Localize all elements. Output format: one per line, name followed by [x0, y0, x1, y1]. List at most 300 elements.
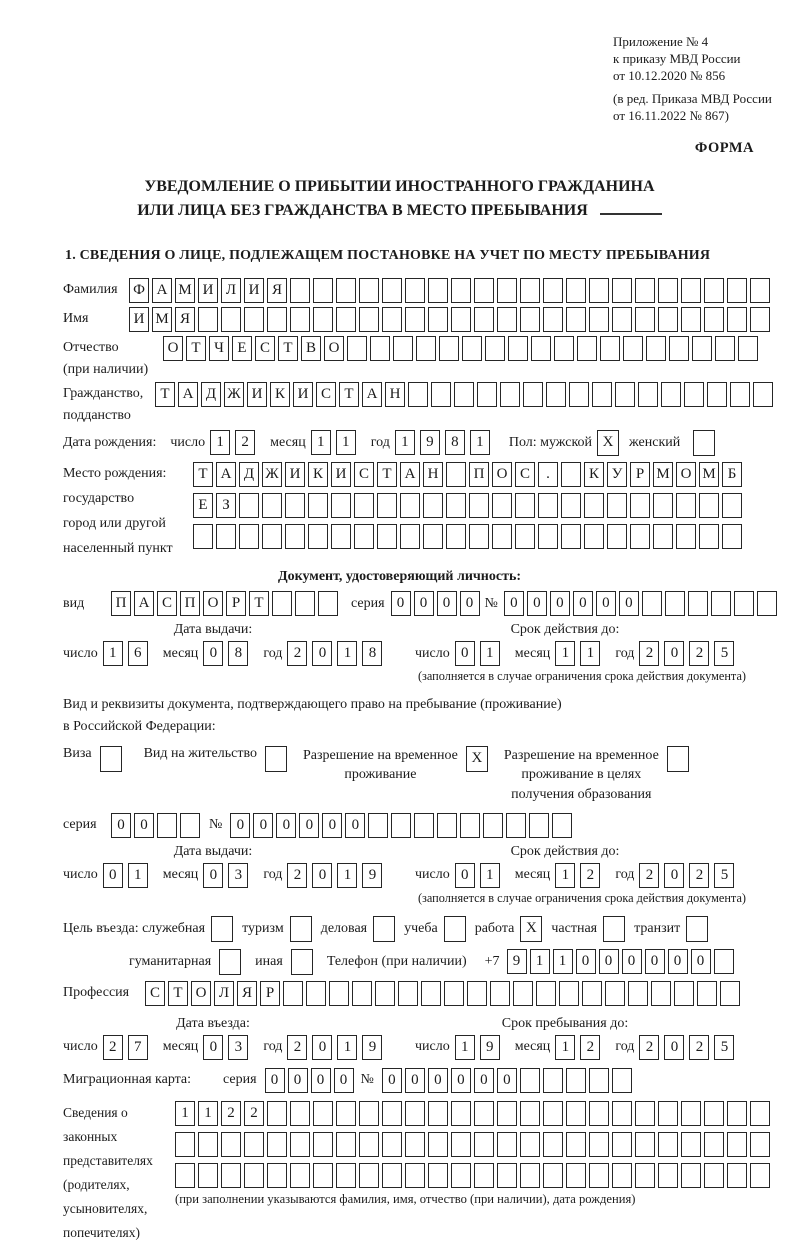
char-cell[interactable]: Т — [168, 981, 188, 1006]
char-cell[interactable] — [692, 336, 712, 361]
char-cell[interactable] — [635, 307, 655, 332]
char-cell[interactable]: С — [354, 462, 374, 487]
legal-reps-row2-cells[interactable] — [175, 1132, 796, 1157]
char-cell[interactable] — [446, 462, 466, 487]
char-cell[interactable]: 9 — [480, 1035, 500, 1060]
char-cell[interactable] — [589, 1132, 609, 1157]
char-cell[interactable]: 2 — [639, 641, 659, 666]
char-cell[interactable]: 1 — [336, 430, 356, 455]
char-cell[interactable]: У — [607, 462, 627, 487]
char-cell[interactable] — [592, 382, 612, 407]
char-cell[interactable] — [543, 1132, 563, 1157]
char-cell[interactable] — [566, 1101, 586, 1126]
char-cell[interactable] — [543, 1068, 563, 1093]
char-cell[interactable] — [513, 981, 533, 1006]
char-cell[interactable]: 1 — [470, 430, 490, 455]
char-cell[interactable] — [393, 336, 413, 361]
char-cell[interactable]: 0 — [619, 591, 639, 616]
char-cell[interactable]: Т — [186, 336, 206, 361]
stay-number-cells[interactable] — [230, 813, 575, 838]
char-cell[interactable] — [313, 307, 333, 332]
char-cell[interactable]: 0 — [460, 591, 480, 616]
char-cell[interactable] — [605, 981, 625, 1006]
legal-reps-row1-cells[interactable] — [175, 1101, 796, 1126]
char-cell[interactable]: 1 — [480, 863, 500, 888]
char-cell[interactable] — [750, 278, 770, 303]
char-cell[interactable]: 0 — [322, 813, 342, 838]
purpose-humanitarian-checkbox[interactable] — [219, 949, 241, 975]
char-cell[interactable] — [589, 1163, 609, 1188]
sex-male-checkbox[interactable]: X — [597, 430, 619, 456]
char-cell[interactable]: З — [216, 493, 236, 518]
char-cell[interactable] — [290, 278, 310, 303]
char-cell[interactable] — [451, 307, 471, 332]
purpose-tourism-checkbox[interactable] — [290, 916, 312, 942]
char-cell[interactable]: 0 — [504, 591, 524, 616]
char-cell[interactable] — [306, 981, 326, 1006]
char-cell[interactable] — [408, 382, 428, 407]
char-cell[interactable]: 2 — [221, 1101, 241, 1126]
char-cell[interactable] — [612, 307, 632, 332]
id-issue-day-cells[interactable] — [103, 641, 153, 666]
char-cell[interactable] — [612, 278, 632, 303]
char-cell[interactable] — [497, 307, 517, 332]
char-cell[interactable] — [543, 1163, 563, 1188]
char-cell[interactable] — [546, 382, 566, 407]
char-cell[interactable]: 9 — [362, 863, 382, 888]
char-cell[interactable]: А — [152, 278, 172, 303]
char-cell[interactable] — [589, 307, 609, 332]
char-cell[interactable] — [727, 1132, 747, 1157]
char-cell[interactable] — [584, 524, 604, 549]
char-cell[interactable]: Ч — [209, 336, 229, 361]
char-cell[interactable] — [198, 1132, 218, 1157]
id-issue-month-cells[interactable] — [203, 641, 253, 666]
char-cell[interactable] — [715, 336, 735, 361]
char-cell[interactable] — [347, 336, 367, 361]
char-cell[interactable] — [707, 382, 727, 407]
char-cell[interactable]: 1 — [530, 949, 550, 974]
char-cell[interactable] — [589, 1068, 609, 1093]
char-cell[interactable] — [485, 336, 505, 361]
char-cell[interactable] — [198, 307, 218, 332]
char-cell[interactable] — [750, 1163, 770, 1188]
birth-place-row2-cells[interactable] — [193, 493, 796, 518]
char-cell[interactable]: 2 — [689, 1035, 709, 1060]
char-cell[interactable]: 0 — [312, 641, 332, 666]
char-cell[interactable]: 0 — [691, 949, 711, 974]
char-cell[interactable] — [658, 1163, 678, 1188]
char-cell[interactable]: 8 — [228, 641, 248, 666]
char-cell[interactable] — [405, 278, 425, 303]
char-cell[interactable] — [523, 382, 543, 407]
char-cell[interactable]: 0 — [474, 1068, 494, 1093]
char-cell[interactable]: Е — [232, 336, 252, 361]
char-cell[interactable] — [515, 524, 535, 549]
char-cell[interactable] — [428, 307, 448, 332]
char-cell[interactable]: Т — [249, 591, 269, 616]
char-cell[interactable] — [428, 1101, 448, 1126]
char-cell[interactable]: 0 — [103, 863, 123, 888]
char-cell[interactable] — [531, 336, 551, 361]
char-cell[interactable]: П — [111, 591, 131, 616]
char-cell[interactable] — [313, 1132, 333, 1157]
char-cell[interactable]: 0 — [312, 1035, 332, 1060]
char-cell[interactable] — [681, 307, 701, 332]
char-cell[interactable]: Т — [377, 462, 397, 487]
char-cell[interactable] — [727, 1163, 747, 1188]
char-cell[interactable] — [658, 1101, 678, 1126]
char-cell[interactable] — [239, 524, 259, 549]
char-cell[interactable]: И — [198, 278, 218, 303]
char-cell[interactable] — [520, 1068, 540, 1093]
phone-cells[interactable] — [507, 949, 737, 974]
char-cell[interactable]: 1 — [555, 641, 575, 666]
char-cell[interactable] — [431, 382, 451, 407]
char-cell[interactable] — [661, 382, 681, 407]
char-cell[interactable]: 1 — [580, 641, 600, 666]
char-cell[interactable] — [262, 524, 282, 549]
char-cell[interactable] — [538, 493, 558, 518]
char-cell[interactable]: 9 — [362, 1035, 382, 1060]
char-cell[interactable] — [377, 493, 397, 518]
char-cell[interactable]: 0 — [437, 591, 457, 616]
char-cell[interactable] — [267, 1163, 287, 1188]
char-cell[interactable]: А — [400, 462, 420, 487]
char-cell[interactable] — [359, 1132, 379, 1157]
char-cell[interactable] — [658, 278, 678, 303]
char-cell[interactable]: 2 — [689, 863, 709, 888]
char-cell[interactable]: С — [145, 981, 165, 1006]
char-cell[interactable]: 0 — [645, 949, 665, 974]
char-cell[interactable] — [175, 1163, 195, 1188]
char-cell[interactable]: К — [270, 382, 290, 407]
entry-year-cells[interactable] — [287, 1035, 387, 1060]
char-cell[interactable]: С — [515, 462, 535, 487]
char-cell[interactable] — [474, 1132, 494, 1157]
char-cell[interactable] — [543, 1101, 563, 1126]
char-cell[interactable] — [308, 493, 328, 518]
char-cell[interactable] — [635, 1132, 655, 1157]
char-cell[interactable] — [582, 981, 602, 1006]
char-cell[interactable]: И — [285, 462, 305, 487]
char-cell[interactable]: 0 — [299, 813, 319, 838]
char-cell[interactable]: С — [157, 591, 177, 616]
char-cell[interactable]: 0 — [288, 1068, 308, 1093]
char-cell[interactable] — [704, 278, 724, 303]
char-cell[interactable] — [704, 1163, 724, 1188]
stay-issue-month-cells[interactable] — [203, 863, 253, 888]
char-cell[interactable] — [559, 981, 579, 1006]
char-cell[interactable] — [681, 1132, 701, 1157]
char-cell[interactable]: 1 — [103, 641, 123, 666]
stay-issue-day-cells[interactable] — [103, 863, 153, 888]
migration-series-cells[interactable] — [265, 1068, 357, 1093]
char-cell[interactable] — [451, 1101, 471, 1126]
char-cell[interactable] — [359, 307, 379, 332]
char-cell[interactable] — [681, 1101, 701, 1126]
char-cell[interactable]: Т — [278, 336, 298, 361]
char-cell[interactable]: И — [247, 382, 267, 407]
char-cell[interactable]: 0 — [334, 1068, 354, 1093]
char-cell[interactable]: 6 — [128, 641, 148, 666]
char-cell[interactable] — [674, 981, 694, 1006]
char-cell[interactable]: 0 — [253, 813, 273, 838]
char-cell[interactable] — [681, 278, 701, 303]
char-cell[interactable]: 0 — [622, 949, 642, 974]
char-cell[interactable] — [336, 1101, 356, 1126]
char-cell[interactable] — [474, 307, 494, 332]
char-cell[interactable]: М — [699, 462, 719, 487]
id-issue-year-cells[interactable] — [287, 641, 387, 666]
char-cell[interactable]: О — [191, 981, 211, 1006]
char-cell[interactable] — [566, 1163, 586, 1188]
char-cell[interactable] — [699, 493, 719, 518]
char-cell[interactable] — [336, 1132, 356, 1157]
char-cell[interactable]: Н — [385, 382, 405, 407]
char-cell[interactable] — [318, 591, 338, 616]
char-cell[interactable] — [198, 1163, 218, 1188]
char-cell[interactable] — [704, 307, 724, 332]
char-cell[interactable]: 0 — [573, 591, 593, 616]
char-cell[interactable] — [497, 278, 517, 303]
char-cell[interactable] — [382, 1132, 402, 1157]
purpose-transit-checkbox[interactable] — [686, 916, 708, 942]
char-cell[interactable] — [607, 493, 627, 518]
char-cell[interactable] — [612, 1163, 632, 1188]
char-cell[interactable] — [681, 1163, 701, 1188]
citizenship-cells[interactable] — [155, 382, 776, 407]
char-cell[interactable] — [354, 524, 374, 549]
char-cell[interactable]: 1 — [337, 863, 357, 888]
char-cell[interactable]: Р — [630, 462, 650, 487]
char-cell[interactable]: 0 — [527, 591, 547, 616]
char-cell[interactable] — [500, 382, 520, 407]
stay-valid-month-cells[interactable] — [555, 863, 605, 888]
char-cell[interactable]: 1 — [198, 1101, 218, 1126]
given-name-cells[interactable] — [129, 307, 773, 332]
char-cell[interactable]: 1 — [553, 949, 573, 974]
char-cell[interactable]: О — [324, 336, 344, 361]
char-cell[interactable]: 3 — [228, 1035, 248, 1060]
char-cell[interactable]: О — [492, 462, 512, 487]
char-cell[interactable]: О — [203, 591, 223, 616]
id-valid-day-cells[interactable] — [455, 641, 505, 666]
char-cell[interactable] — [630, 493, 650, 518]
char-cell[interactable]: А — [178, 382, 198, 407]
char-cell[interactable] — [520, 1163, 540, 1188]
char-cell[interactable]: 2 — [580, 863, 600, 888]
char-cell[interactable] — [688, 591, 708, 616]
char-cell[interactable]: 1 — [480, 641, 500, 666]
char-cell[interactable] — [612, 1132, 632, 1157]
char-cell[interactable] — [382, 1163, 402, 1188]
char-cell[interactable]: П — [180, 591, 200, 616]
char-cell[interactable]: 0 — [664, 1035, 684, 1060]
purpose-private-checkbox[interactable] — [603, 916, 625, 942]
char-cell[interactable] — [612, 1101, 632, 1126]
char-cell[interactable] — [221, 1132, 241, 1157]
purpose-official-checkbox[interactable] — [211, 916, 233, 942]
char-cell[interactable] — [589, 278, 609, 303]
char-cell[interactable]: 0 — [664, 641, 684, 666]
char-cell[interactable]: 0 — [203, 641, 223, 666]
temp-residence-edu-checkbox[interactable] — [667, 746, 689, 772]
entry-day-cells[interactable] — [103, 1035, 153, 1060]
char-cell[interactable] — [658, 1132, 678, 1157]
char-cell[interactable]: 1 — [210, 430, 230, 455]
char-cell[interactable] — [439, 336, 459, 361]
char-cell[interactable] — [722, 524, 742, 549]
temp-residence-checkbox[interactable]: X — [466, 746, 488, 772]
char-cell[interactable]: Б — [722, 462, 742, 487]
char-cell[interactable]: 0 — [455, 863, 475, 888]
char-cell[interactable] — [285, 524, 305, 549]
char-cell[interactable]: 0 — [550, 591, 570, 616]
char-cell[interactable]: 2 — [287, 1035, 307, 1060]
birth-month-cells[interactable] — [311, 430, 361, 455]
char-cell[interactable] — [757, 591, 777, 616]
char-cell[interactable] — [727, 307, 747, 332]
char-cell[interactable]: И — [331, 462, 351, 487]
char-cell[interactable] — [446, 493, 466, 518]
char-cell[interactable] — [635, 1101, 655, 1126]
char-cell[interactable] — [414, 813, 434, 838]
char-cell[interactable] — [642, 591, 662, 616]
char-cell[interactable]: Н — [423, 462, 443, 487]
char-cell[interactable] — [727, 1101, 747, 1126]
char-cell[interactable]: 1 — [337, 1035, 357, 1060]
char-cell[interactable]: 0 — [455, 641, 475, 666]
stay-issue-year-cells[interactable] — [287, 863, 387, 888]
char-cell[interactable]: О — [676, 462, 696, 487]
char-cell[interactable]: 0 — [345, 813, 365, 838]
char-cell[interactable] — [290, 1132, 310, 1157]
char-cell[interactable] — [267, 307, 287, 332]
birth-place-row1-cells[interactable] — [193, 462, 796, 487]
char-cell[interactable] — [267, 1132, 287, 1157]
char-cell[interactable]: М — [653, 462, 673, 487]
migration-number-cells[interactable] — [382, 1068, 635, 1093]
char-cell[interactable]: 8 — [362, 641, 382, 666]
char-cell[interactable]: Я — [267, 278, 287, 303]
char-cell[interactable] — [428, 1163, 448, 1188]
char-cell[interactable] — [697, 981, 717, 1006]
char-cell[interactable]: 0 — [111, 813, 131, 838]
char-cell[interactable] — [477, 382, 497, 407]
char-cell[interactable] — [561, 524, 581, 549]
char-cell[interactable] — [630, 524, 650, 549]
char-cell[interactable] — [469, 493, 489, 518]
char-cell[interactable]: Т — [193, 462, 213, 487]
char-cell[interactable] — [566, 278, 586, 303]
char-cell[interactable]: 0 — [664, 863, 684, 888]
char-cell[interactable] — [359, 1101, 379, 1126]
char-cell[interactable] — [543, 278, 563, 303]
char-cell[interactable]: 7 — [128, 1035, 148, 1060]
char-cell[interactable] — [157, 813, 177, 838]
char-cell[interactable] — [497, 1163, 517, 1188]
char-cell[interactable] — [474, 1163, 494, 1188]
char-cell[interactable] — [444, 981, 464, 1006]
char-cell[interactable] — [423, 524, 443, 549]
char-cell[interactable] — [566, 1068, 586, 1093]
char-cell[interactable]: 1 — [175, 1101, 195, 1126]
char-cell[interactable] — [561, 462, 581, 487]
char-cell[interactable] — [750, 307, 770, 332]
char-cell[interactable] — [336, 307, 356, 332]
char-cell[interactable]: 9 — [420, 430, 440, 455]
char-cell[interactable] — [566, 307, 586, 332]
char-cell[interactable] — [750, 1132, 770, 1157]
char-cell[interactable] — [295, 591, 315, 616]
char-cell[interactable] — [244, 1163, 264, 1188]
char-cell[interactable] — [244, 1132, 264, 1157]
char-cell[interactable] — [460, 813, 480, 838]
char-cell[interactable]: 0 — [596, 591, 616, 616]
char-cell[interactable] — [536, 981, 556, 1006]
char-cell[interactable]: 5 — [714, 863, 734, 888]
char-cell[interactable]: М — [175, 278, 195, 303]
char-cell[interactable] — [615, 382, 635, 407]
char-cell[interactable] — [665, 591, 685, 616]
char-cell[interactable]: 2 — [580, 1035, 600, 1060]
char-cell[interactable]: 2 — [639, 1035, 659, 1060]
char-cell[interactable] — [711, 591, 731, 616]
birth-place-row3-cells[interactable] — [193, 524, 796, 549]
char-cell[interactable] — [405, 1101, 425, 1126]
char-cell[interactable]: 2 — [235, 430, 255, 455]
char-cell[interactable]: Я — [175, 307, 195, 332]
char-cell[interactable] — [490, 981, 510, 1006]
char-cell[interactable] — [290, 307, 310, 332]
char-cell[interactable] — [405, 1132, 425, 1157]
purpose-study-checkbox[interactable] — [444, 916, 466, 942]
char-cell[interactable] — [704, 1132, 724, 1157]
residence-permit-checkbox[interactable] — [265, 746, 287, 772]
char-cell[interactable] — [354, 493, 374, 518]
char-cell[interactable]: А — [216, 462, 236, 487]
char-cell[interactable] — [437, 813, 457, 838]
char-cell[interactable]: 0 — [134, 813, 154, 838]
char-cell[interactable] — [651, 981, 671, 1006]
char-cell[interactable] — [543, 307, 563, 332]
char-cell[interactable] — [382, 1101, 402, 1126]
char-cell[interactable]: С — [255, 336, 275, 361]
char-cell[interactable] — [684, 382, 704, 407]
char-cell[interactable]: К — [308, 462, 328, 487]
char-cell[interactable] — [653, 524, 673, 549]
char-cell[interactable]: 1 — [395, 430, 415, 455]
char-cell[interactable] — [175, 1132, 195, 1157]
char-cell[interactable] — [508, 336, 528, 361]
char-cell[interactable] — [331, 493, 351, 518]
char-cell[interactable] — [520, 278, 540, 303]
char-cell[interactable]: 0 — [391, 591, 411, 616]
char-cell[interactable]: В — [301, 336, 321, 361]
char-cell[interactable] — [416, 336, 436, 361]
char-cell[interactable] — [635, 278, 655, 303]
char-cell[interactable] — [400, 524, 420, 549]
char-cell[interactable] — [520, 1132, 540, 1157]
char-cell[interactable] — [382, 307, 402, 332]
char-cell[interactable]: Я — [237, 981, 257, 1006]
char-cell[interactable] — [331, 524, 351, 549]
char-cell[interactable]: Ж — [224, 382, 244, 407]
char-cell[interactable]: . — [538, 462, 558, 487]
char-cell[interactable] — [577, 336, 597, 361]
char-cell[interactable]: 0 — [451, 1068, 471, 1093]
